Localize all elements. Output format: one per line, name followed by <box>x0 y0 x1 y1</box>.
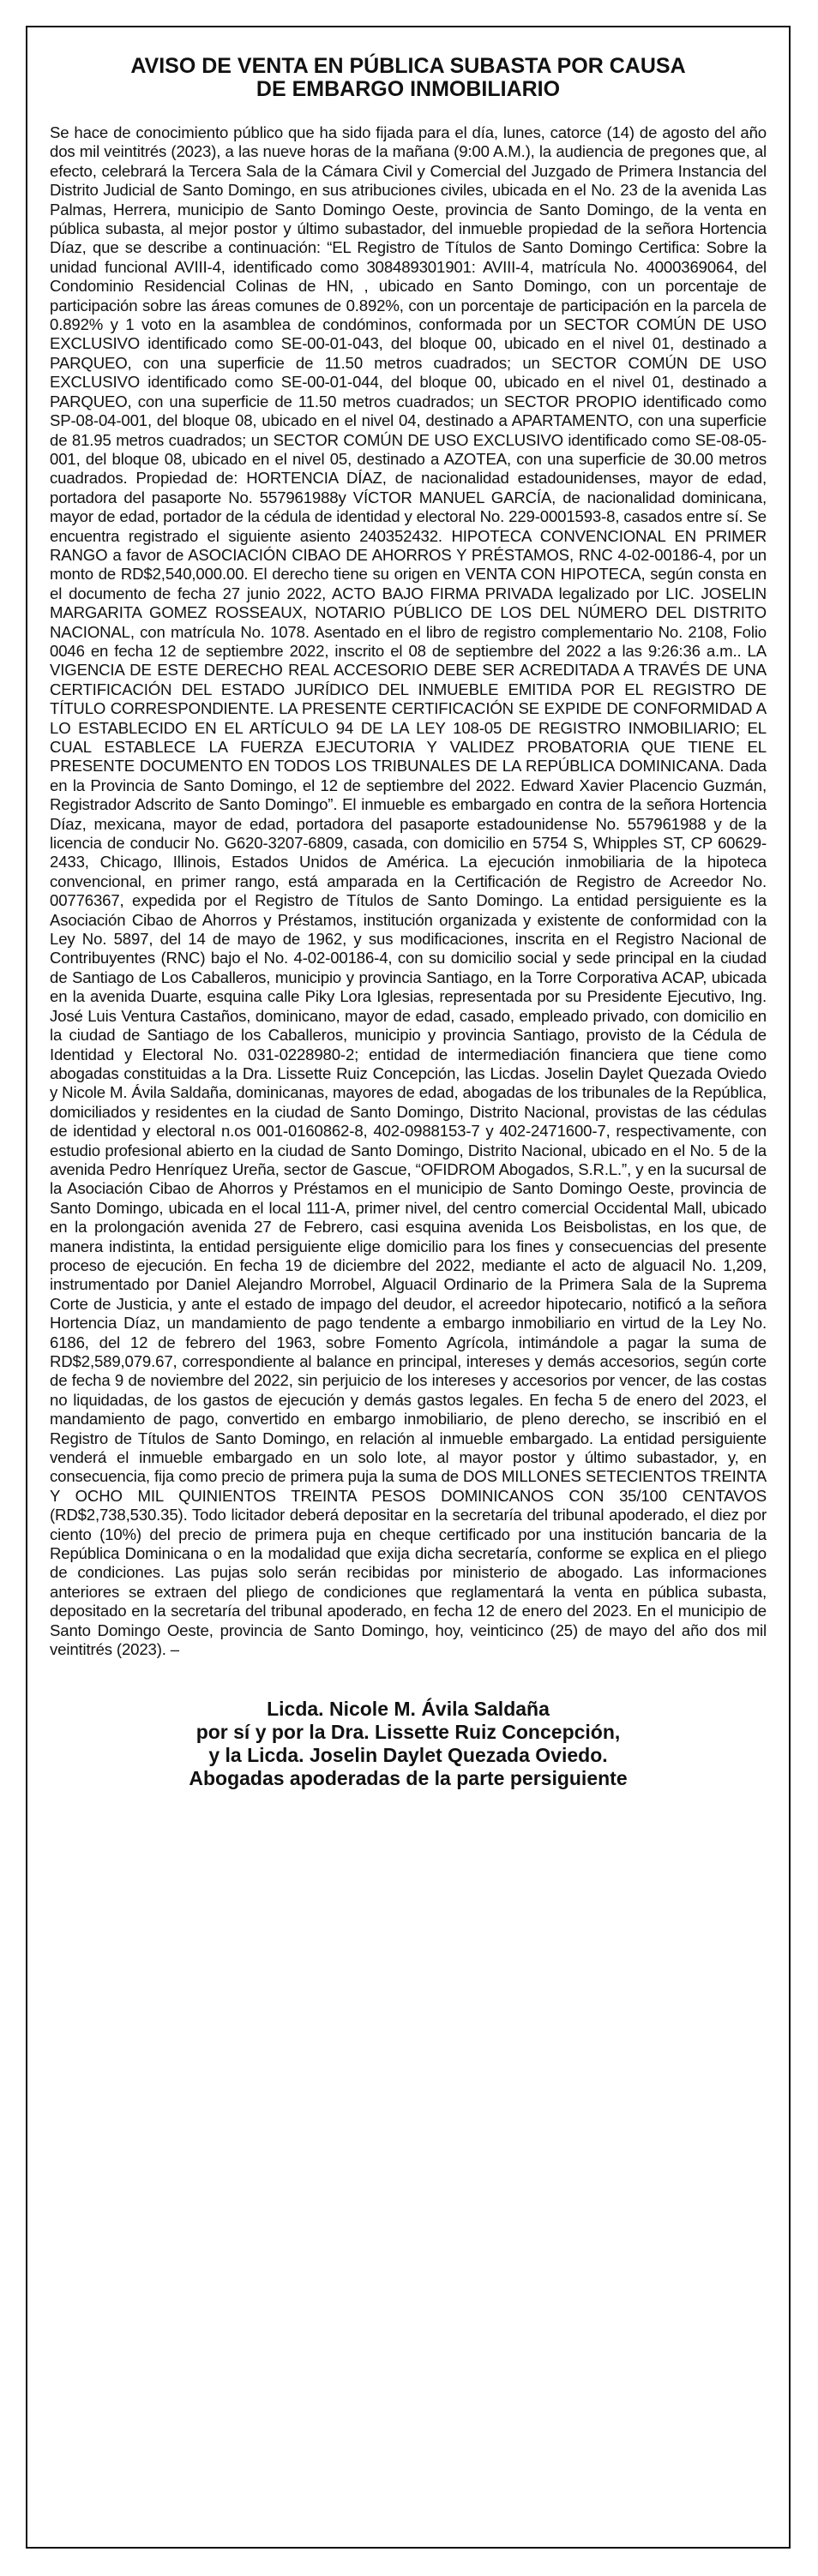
signature-line-3: y la Licda. Joselin Daylet Quezada Oviedo. <box>208 1743 608 1766</box>
notice-body <box>50 123 767 1660</box>
notice-body-text: Se hace de conocimiento público que ha sido fijada para el día, lunes, catorce (14) de agosto del año dos mil veintitrés (2023), a las nueve horas de la mañana (9:00 A.M.), la audiencia de pregones que, al efecto, celebrará la Tercera Sala de la Cámara Civil y Comercial del Juzgado de Primera Instancia del Distrito Judicial de Santo Domingo, en sus atribuciones civiles, ubicada en el No. 23 de la avenida Las Palmas, Herrera, municipio de Santo Domingo Oeste, provincia de Santo Domingo, de la venta en pública subasta, al mejor postor y último subastador, del inmueble propiedad de la señora Hortencia Díaz, que se describe a continuación: “EL Registro de Títulos de Santo Domingo Certifica: Sobre la unidad funcional AVIII-4, identificado como 308489301901: AVIII-4, matrícula No. 4000369064, del Condominio Residencial Colinas de HN, , ubicado en Santo Domingo, con un porcentaje de participación sobre las áreas comunes de 0.892%, con un porcentaje de participación en la parcela de 0.892% y 1 voto en la asamblea de condóminos, conformada por un SECTOR COMÚN DE USO EXCLUSIVO identificado como SE-00-01-043, del bloque 00, ubicado en el nivel 01, destinado a PARQUEO, con una superficie de 11.50 metros cuadrados; un SECTOR COMÚN DE USO EXCLUSIVO identificado como SE-00-01-044, del bloque 00, ubicado en el nivel 01, destinado a PARQUEO, con una superficie de 11.50 metros cuadrados; un SECTOR PROPIO identificado como SP-08-04-001, del bloque 08, ubicado en el nivel 04, destinado a APARTAMENTO, con una superficie de 81.95 metros cuadrados; un SECTOR COMÚN DE USO EXCLUSIVO identificado como SE-08-05-001, del bloque 08, ubicado en el nivel 05, destinado a AZOTEA, con una superficie de 30.00 metros cuadrados. Propiedad de: HORTENCIA DÍAZ, de nacionalidad estadounidenses, mayor de edad, portadora del pasaporte No. 557961988y VÍCTOR MANUEL GARCÍA, de nacionalidad dominicana, mayor de edad, portador de la cédula de identidad y electoral No. 229-0001593-8, casados entre sí. Se encuentra registrado el siguiente asiento 240352432. HIPOTECA CONVENCIONAL EN PRIMER RANGO a favor de ASOCIACIÓN CIBAO DE AHORROS Y PRÉSTAMOS, RNC 4-02-00186-4, por un monto de RD$2,540,000.00. El derecho tiene su origen en VENTA CON HIPOTECA, según consta en el documento de fecha 27 junio 2022, ACTO BAJO FIRMA PRIVADA legalizado por LIC. JOSELIN MARGARITA GOMEZ ROSSEAUX, NOTARIO PÚBLICO DE LOS DEL NÚMERO DEL DISTRITO NACIONAL, con matrícula No. 1078. Asentado en el libro de registro complementario No. 2108, Folio 0046 en fecha 12 de septiembre 2022, inscrito el 08 de septiembre del 2022 a las 9:26:36 a.m.. LA VIGENCIA DE ESTE DERECHO REAL ACCESORIO DEBE SER ACREDITADA A TRAVÉS DE UNA CERTIFICACIÓN DEL ESTADO JURÍDICO DEL INMUEBLE EMITIDA POR EL REGISTRO DE TÍTULO CORRESPONDIENTE. LA PRESENTE CERTIFICACIÓN SE EXPIDE DE CONFORMIDAD A LO ESTABLECIDO EN EL ARTÍCULO 94 DE LA LEY 108-05 DE REGISTRO INMOBILIARIO; EL CUAL ESTABLECE LA FUERZA EJECUTORIA Y VALIDEZ PROBATORIA QUE TIENE EL PRESENTE DOCUMENTO EN TODOS LOS TRIBUNALES DE LA REPÚBLICA DOMINICANA. Dada en la Provincia de Santo Domingo, el 12 de septiembre del 2022. Edward Xavier Placencio Guzmán, Registrador Adscrito de Santo Domingo”. El inmueble es embargado en contra de la señora Hortencia Díaz, mexicana, mayor de edad, portadora del pasaporte estadounidense No. 557961988 y de la licencia de conducir No. G620-3207-6809, casada, con domicilio en 5754 S, Whipples ST, CP 60629-2433, Chicago, Illinois, Estados Unidos de América. La ejecución inmobiliaria de la hipoteca convencional, en primer rango, está amparada en la Certificación de Registro de Acreedor No. 00776367, expedida por el Registro de Títulos de Santo Domingo. La entidad persiguiente es la Asociación Cibao de Ahorros y Préstamos, institución organizada y existente de conformidad con la Ley No. 5897, del 14 de mayo de 1962, y sus modificaciones, inscrita en el Registro Nacional de Contribuyentes (RNC) bajo el No. 4-02-00186-4, con su domicilio social y sede principal en la ciudad de Santiago de Los Caballeros, municipio y provincia Santiago, en la Torre Corporativa ACAP, ubicada en la avenida Duarte, esquina calle Piky Lora Iglesias, representada por su Presidente Ejecutivo, Ing. José Luis Ventura Castaños, dominicano, mayor de edad, casado, empleado privado, con domicilio en la ciudad de Santiago de los Caballeros, municipio y provincia Santiago, provisto de la Cédula de Identidad y Electoral No. 031-0228980-2; entidad de intermediación financiera que tiene como abogadas constituidas a la Dra. Lissette Ruiz Concepción, las Licdas. Joselin Daylet Quezada Oviedo y Nicole M. Ávila Saldaña, dominicanas, mayores de edad, abogadas de los tribunales de la República, domiciliados y residentes en la ciudad de Santo Domingo, Distrito Nacional, provistas de las cédulas de identidad y electoral n.os 001-0160862-8, 402-0988153-7 y 402-2471600-7, respectivamente, con estudio profesional abierto en la ciudad de Santo Domingo, Distrito Nacional, ubicado en el No. 5 de la avenida Pedro Henríquez Ureña, sector de Gascue, “OFIDROM Abogados, S.R.L.”, y en la sucursal de la Asociación Cibao de Ahorros y Préstamos en el municipio de Santo Domingo Oeste, provincia de Santo Domingo, ubicada en el local 111-A, primer nivel, del centro comercial Occidental Mall, ubicado en la prolongación avenida 27 de Febrero, casi esquina avenida Los Beisbolistas, en los que, de manera indistinta, la entidad persiguiente elige domicilio para los fines y consecuencias del presente proceso de ejecución. En fecha 19 de diciembre del 2022, mediante el acto de alguacil No. 1,209, instrumentado por Daniel Alejandro Morrobel, Alguacil Ordinario de la Primera Sala de la Suprema Corte de Justicia, y ante el estado de impago del deudor, el acreedor hipotecario, notificó a la señora Hortencia Díaz, un mandamiento de pago tendente a embargo inmobiliario en virtud de la Ley No. 6186, del 12 de febrero del 1963, sobre Fomento Agrícola, intimándole a pagar la suma de RD$2,589,079.67, correspondiente al balance en principal, intereses y demás accesorios, según corte de fecha 9 de noviembre del 2022, sin perjuicio de los intereses y accesorios por vencer, de las costas no liquidadas, de los gastos de ejecución y demás gastos legales. En fecha 5 de enero del 2023, el mandamiento de pago, convertido en embargo inmobiliario, de pleno derecho, se inscribió en el Registro de Títulos de Santo Domingo, en relación al inmueble embargado. La entidad persiguiente venderá el inmueble embargado en un solo lote, al mayor postor y último subastador, y, en consecuencia, fija como precio de primera puja la suma de DOS MILLONES SETECIENTOS TREINTA Y OCHO MIL QUINIENTOS TREINTA PESOS DOMINICANOS CON 35/100 CENTAVOS (RD$2,738,530.35). Todo licitador deberá depositar en la secretaría del tribunal apoderado, el diez por ciento (10%) del precio de primera puja en cheque certificado por una institución bancaria de la República Dominicana o en la modalidad que exija dicha secretaría, conforme se explica en el pliego de condiciones. Las pujas solo serán recibidas por ministerio de abogado. Las informaciones anteriores se extraen del pliego de condiciones que reglamentará la venta en pública subasta, depositado en la secretaría del tribunal apoderado, en fecha 12 de enero del 2023. En el municipio de Santo Domingo Oeste, provincia de Santo Domingo, hoy, veinticinco (25) de mayo del año dos mil veintitrés (2023). – <box>50 123 767 1659</box>
notice-title-line-2: DE EMBARGO INMOBILIARIO <box>256 77 561 101</box>
notice-title-line-1: AVISO DE VENTA EN PÚBLICA SUBASTA POR CAUSA <box>130 54 686 78</box>
notice-frame <box>26 26 791 2549</box>
signature-line-4: Abogadas apoderadas de la parte persiguiente <box>189 1766 628 1789</box>
notice-content <box>27 27 789 1807</box>
signature-block <box>50 1698 767 1790</box>
signature-line-2: por sí y por la Dra. Lissette Ruiz Concepción, <box>195 1720 621 1743</box>
notice-title <box>50 55 767 101</box>
signature-line-1: Licda. Nicole M. Ávila Saldaña <box>267 1697 550 1720</box>
